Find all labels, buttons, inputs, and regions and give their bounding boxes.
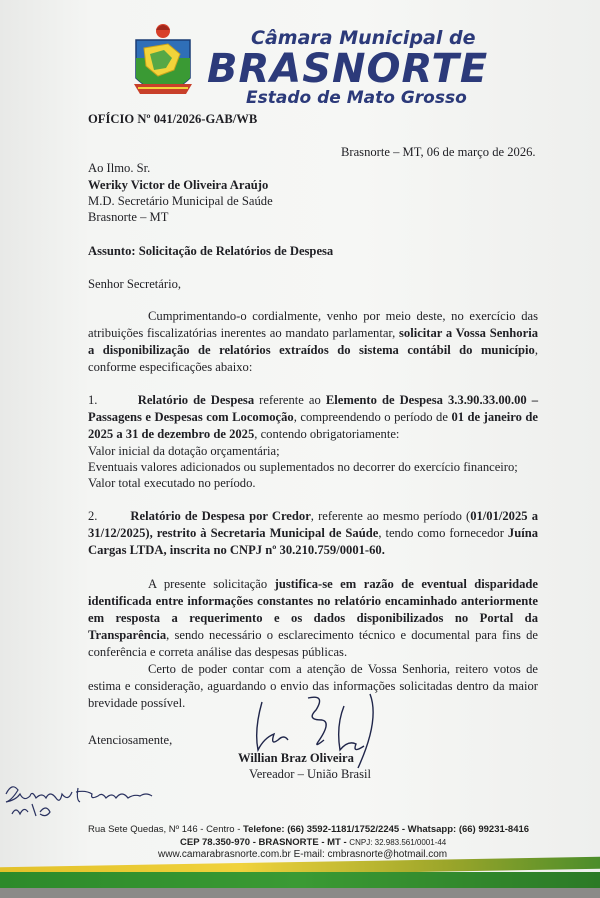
place-date: Brasnorte – MT, 06 de março de 2026. xyxy=(341,145,536,159)
item1-bullet-1: Valor inicial da dotação orçamentária; xyxy=(88,444,280,458)
signer-name: Willian Braz Oliveira xyxy=(238,751,354,765)
footer-address-line: Rua Sete Quedas, Nº 146 - Centro - Telefone: (66) 3592-1181/1752/2245 - Whatsapp: (66) 99231-8416 xyxy=(88,824,530,835)
closing-salutation: Atenciosamente, xyxy=(88,733,173,747)
recipient-role: M.D. Secretário Municipal de Saúde xyxy=(88,194,273,208)
list-item-2: 2. Relatório de Despesa por Credor, referente ao mesmo período (01/01/2025 a 31/12/2025), restrito à Secretaria Municipal de Saúde, tendo como fornecedor Juína Cargas LTDA, inscrita no CNPJ nº 30.210.759/0001-60. xyxy=(88,509,538,557)
header-state: Estado de Mato Grosso xyxy=(246,88,467,108)
footer-contact-line xyxy=(158,849,447,860)
website-link[interactable]: www.camarabrasnorte.com.br xyxy=(158,849,291,860)
list-item-1: 1. Relatório de Despesa referente ao Elemento de Despesa 3.3.90.33.00.00 – Passagens e Despesas com Locomoção, compreendendo o período de 01 de janeiro de 2025 a 31 de dezembro de 2025, contendo obrigatoriamente: xyxy=(88,393,539,441)
recipient-name: Weriky Victor de Oliveira Araújo xyxy=(88,178,269,192)
subject-line xyxy=(88,243,333,260)
paragraph-closing: Certo de poder contar com a atenção de Vossa Senhoria, reitero votos de estima e consideração, aguardando o envio das informações solicitadas dentro da maior brevidade possível. xyxy=(88,662,538,710)
footer-cep-line: CEP 78.350-970 - BRASNORTE - MT - CNPJ: 32.983.561/0001-44 xyxy=(180,837,447,848)
recipient-salutation: Ao Ilmo. Sr. xyxy=(88,161,151,175)
header-title: BRASNORTE xyxy=(207,46,489,92)
signer-role: Vereador – União Brasil xyxy=(249,767,372,781)
subject-label: Assunto: xyxy=(88,244,136,258)
paragraph-justification: A presente solicitação justifica-se em razão de eventual disparidade identificada entre informações constantes no relatório encaminhado anteriormente em resposta a requerimento e os dados disponibilizados no Portal da Transparência, sendo necessário o esclarecimento técnico e documental para fins de conferência e correta análise das despesas públicas. xyxy=(88,577,538,659)
email-text: E-mail: cmbrasnorte@hotmail.com xyxy=(290,849,448,860)
item1-bullet-3: Valor total executado no período. xyxy=(88,476,256,490)
subject-text: Solicitação de Relatórios de Despesa xyxy=(138,244,334,258)
paragraph-intro: Cumprimentando-o cordialmente, venho por meio deste, no exercício das atribuições fiscalizatórias inerentes ao mandato parlamentar, solicitar a Vossa Senhoria a disponibilização de relatórios extraídos do sistema contábil do município, conforme especificações abaixo: xyxy=(88,309,538,374)
document-reference: OFÍCIO Nº 041/2026-GAB/WB xyxy=(88,112,258,126)
header-subtitle: Câmara Municipal de xyxy=(251,27,476,49)
recipient-city: Brasnorte – MT xyxy=(88,210,169,224)
footer-green-stripe xyxy=(0,872,600,888)
greeting: Senhor Secretário, xyxy=(88,277,182,291)
municipal-crest-logo xyxy=(128,18,198,106)
item1-bullet-2: Eventuais valores adicionados ou suplementados no decorrer do exercício financeiro; xyxy=(88,460,518,474)
handwritten-receipt-note xyxy=(2,780,162,820)
